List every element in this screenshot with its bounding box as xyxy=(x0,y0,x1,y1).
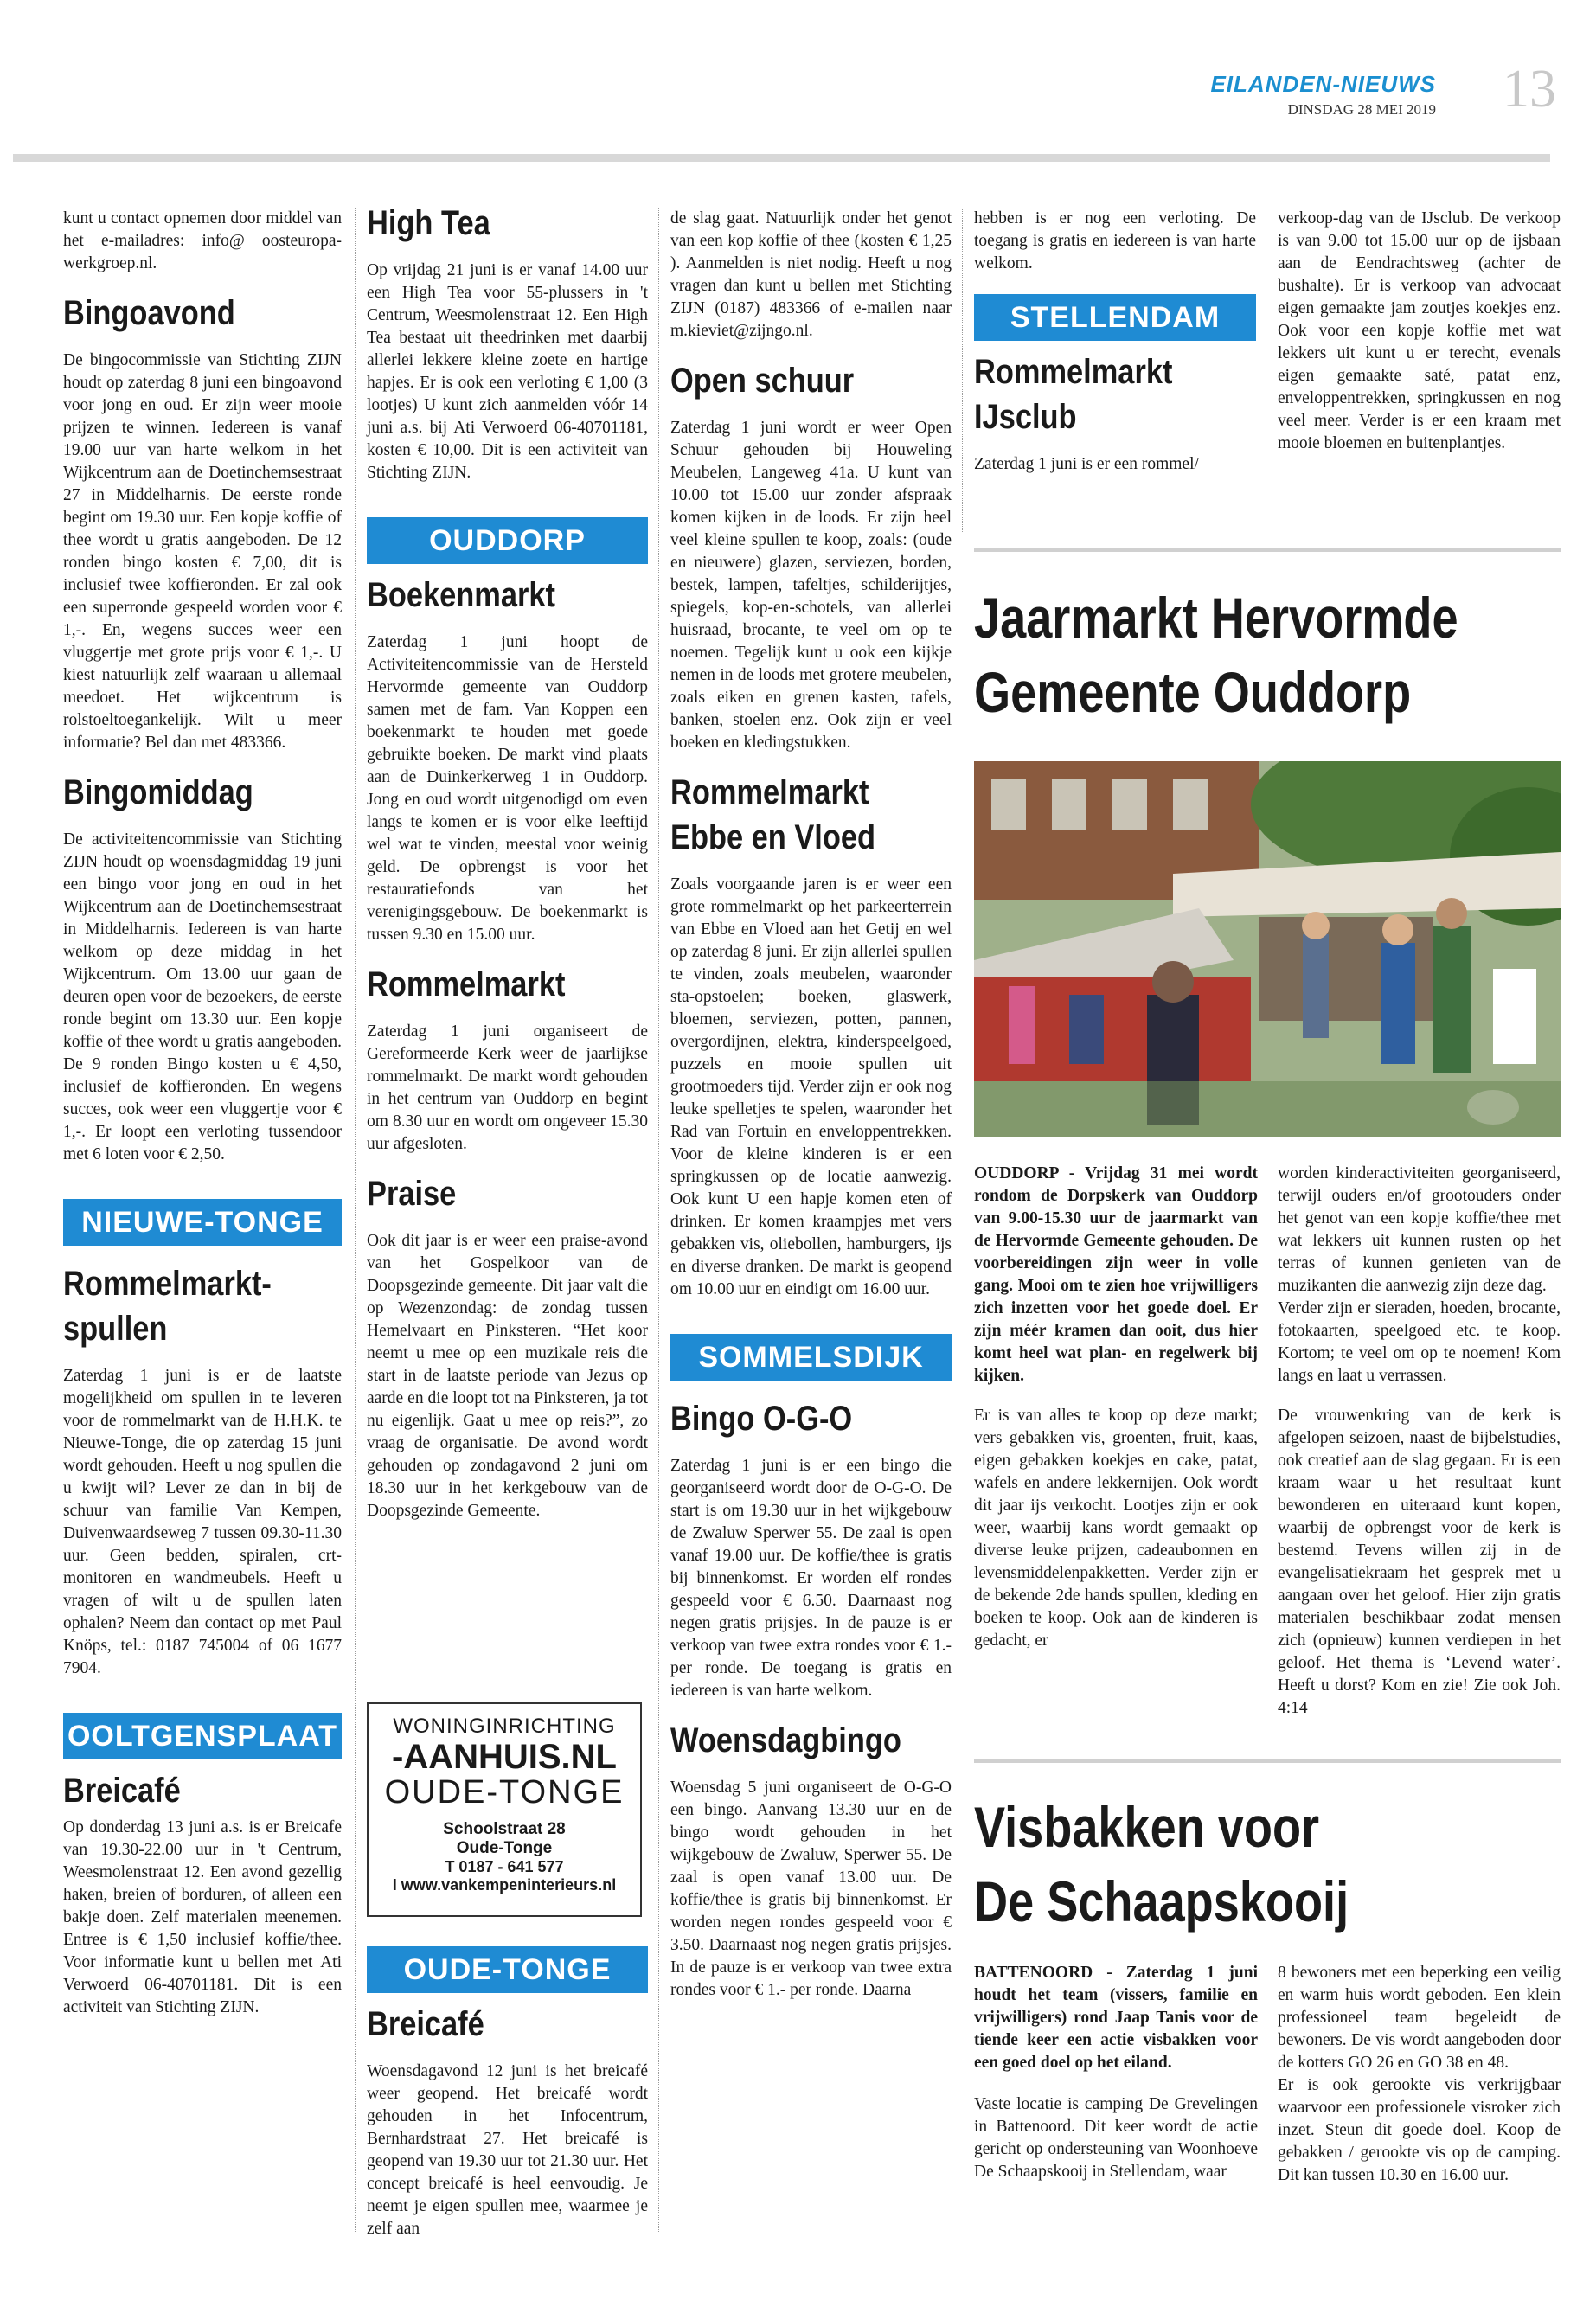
headline-rommelmarkt-ijsclub-1: Rommelmarkt xyxy=(974,353,1173,391)
column-3 xyxy=(670,208,952,2012)
jaarmarkt-column-right xyxy=(1278,1163,1561,1730)
column-4-top xyxy=(974,208,1256,486)
article-body: worden kinderactiviteiten georganiseerd, terwijl ouders en/of grootouders onder het genot van een kopje koffie/thee met wat lekkers uit kunnen rusten op het terras of kunnen genieten van de muzikanten die aanwezig zijn deze dag. xyxy=(1278,1164,1561,1295)
headline-jaarmarkt-1: Jaarmarkt Hervormde xyxy=(974,586,1458,650)
column-2-bottom xyxy=(367,1946,648,2251)
article-lead: OUDDORP - Vrijdag 31 mei wordt rondom de Dorpskerk van Ouddorp van 9.00-15.30 uur de jaarmarkt van de Hervormde Gemeente gehouden. De voorbereidingen zijn weer in volle gang. Mooi om te zien hoe vrijwilligers zich inzetten voor het goede doel. Er zijn méér kramen dan ooit, dus hier komt heel wat plan- en regelwerk bij kijken. xyxy=(974,1164,1258,1385)
article-body: Op donderdag 13 juni a.s. is er Breicafe van 19.30-22.00 uur in 't Centrum, Weesmolenstraat 12. Een avond gezellig haken, breien of borduren, of alleen een bakje doen. Zelf materialen meenemen. Entree is € 1,50 inclusief koffie/thee. Voor informatie kunt u bellen met Ati Verwoerd 06-40701181. Dit is een activiteit van Stichting ZIJN. xyxy=(63,1818,342,2016)
section-banner-oude-tonge: OUDE-TONGE xyxy=(367,1946,648,1993)
visbakken-column-right xyxy=(1278,1962,1561,2197)
column-2 xyxy=(367,204,648,1533)
headline-woensdagbingo: Woensdagbingo xyxy=(670,1721,901,1759)
headline-praise: Praise xyxy=(367,1175,457,1213)
headline-rommelmarkt-ebbe-2: Ebbe en Vloed xyxy=(670,818,876,856)
article-body: Op vrijdag 21 juni is er vanaf 14.00 uur een High Tea voor 55-plussers in 't Centrum, Weesmolenstraat 12. Een High Tea bestaat uit theedrinken met daarbij allerlei lekkere kleine zoete en hartige hapjes. Er is ook een verloting € 1,00 (3 lootjes) U kunt zich aanmelden vóór 14 juni a.s. bij Ati Verwoerd 06-40701181, kosten € 10,00. Dit is een activiteit van Stichting ZIJN. xyxy=(367,261,648,482)
article-body: Ook dit jaar is er weer een praise-avond van het Gospelkoor van de Doopsgezinde gemeente. Dit jaar valt die op Wezenzondag: de zondag tussen Hemelvaart en Pinksteren. “Het koor neemt u mee op een muzikale reis die start in de laatste periode van Jezus op aarde en die loopt tot na Pinksteren, ja tot nu eigenlijk. Gaat u mee op reis?”, zo vraag de organisatie. De avond wordt gehouden op zondagavond 2 juni om 18.30 uur in het kerkgebouw van de Doopsgezinde Gemeente. xyxy=(367,1232,648,1520)
article-body: Zoals voorgaande jaren is er weer een grote rommelmarkt op het parkeerterrein van Ebbe en Vloed aan het Getij en wel op zaterdag 8 juni. Er zijn allerlei spullen te vinden, zoals meubelen, waaronder sta-opstoelen; boeken, glaswerk, bloemen, serviezen, potten, pannen, overgordijnen, elektra, kinderspeelgoed, puzzels en mooie spullen uit grootmoeders tijd. Verder zijn er ook nog leuke spelletjes te spelen, waaronder het Rad van Fortuin en enveloppentrekken. Voor de kleine kinderen is er een springkussen op de locatie aanwezig. Ook kunt U een hapje komen eten of drinken. Er komen kraampjes met vers gebakken vis, oliebollen, hamburgers, ijs en diverse dranken. De markt is geopend om 10.00 uur en eindigt om 16.00 uur. xyxy=(670,875,952,1298)
ad-address: Schoolstraat 28 xyxy=(443,1820,566,1838)
section-banner-sommelsdijk: SOMMELSDIJK xyxy=(670,1334,952,1381)
headline-boekenmarkt: Boekenmarkt xyxy=(367,576,555,614)
visbakken-column-left xyxy=(974,1962,1258,2194)
article-body: Zaterdag 1 juni hoopt de Activiteitencommissie van de Hersteld Hervormde gemeente van Ouddorp samen met de fam. Van Koppen een boekenmarkt te houden met goede gebruikte boeken. De markt vind plaats aan de Duinkerkerweg 1 in Ouddorp. Jong en oud wordt uitgenodigd om even langs te komen er is voor elke leeftijd wel wat te vinden, meestal voor weinig geld. De opbrengst is voor het restauratiefonds van het verenigingsgebouw. De boekenmarkt is tussen 9.30 en 15.00 uur. xyxy=(367,633,648,944)
headline-visbakken-2: De Schaapskooij xyxy=(974,1869,1349,1933)
headline-bingomiddag: Bingomiddag xyxy=(63,773,253,811)
section-banner-stellendam: STELLENDAM xyxy=(974,294,1256,341)
article-body: Verder zijn er sieraden, hoeden, brocante, fotokaarten, speelgoed etc. te koop. Kortom; te veel om op te noemen! Kom langs en laat u verrassen. xyxy=(1278,1299,1561,1385)
article-body: Zaterdag 1 juni wordt er weer Open Schuur gehouden bij Houweling Meubelen, Langeweg 41a. U kunt van 10.00 tot 15.00 uur zonder afspraak komen kijken in de loods. Er zijn heel veel kleine spullen te koop, zoals: (oude en nieuwere) glazen, serviezen, borden, bestek, lampen, tafeltjes, schilderijtjes, spiegels, kop-en-schotels, van allerlei huisraad, brocante, te veel om op te noemen. Tegelijk kunt u ook een kijkje nemen in de loods met grotere meubelen, zoals eiken en grenen kasten, tafels, banken, stoelen enz. Ook zijn er veel boeken en kledingstukken. xyxy=(670,419,952,752)
headline-bingo-ogo: Bingo O-G-O xyxy=(670,1400,853,1438)
market-photo-illustration xyxy=(974,761,1561,1137)
headline-rommelmarkt-ebbe-1: Rommelmarkt xyxy=(670,773,869,811)
article-continuation: kunt u contact opnemen door middel van het e-mailadres: info@ oosteuropa-werkgroep.nl. xyxy=(63,209,342,272)
article-body: Woensdagavond 12 juni is het breicafé weer geopend. Het breicafé wordt gehouden in het Infocentrum, Bernhardstraat 27. Het breicafé is geopend van 19.30 uur tot 21.30 uur. Het concept breicafé is heel eenvoudig. Je neemt je eigen spullen mee, waarmee je zelf aan xyxy=(367,2062,648,2238)
column-separator xyxy=(355,208,356,2232)
article-continuation: hebben is er nog een verloting. De toegang is gratis en iedereen is van harte welkom. xyxy=(974,209,1256,272)
article-body: verkoop-dag van de IJsclub. De verkoop is van 9.00 tot 15.00 uur op de ijsbaan aan de Eendrachtsweg (achter de bushalte). Er is verkoop van advocaat eigen gemaakte jam zoutjes koekjes enz. Ook voor een kopje koffie met wat lekkers uit kunt u er terecht, evenals eigen gemaakte saté, patat enz, enveloppentrekken, springkussen en nog veel meer. Verder is er een kraam met mooie bloemen en buitenplantjes. xyxy=(1278,209,1561,452)
ad-website: I www.vankempeninterieurs.nl xyxy=(392,1876,617,1894)
ad-brand: -AANHUIS.NL xyxy=(392,1738,617,1776)
advertisement xyxy=(367,1702,642,1917)
column-separator xyxy=(962,208,963,532)
section-banner-nieuwe-tonge: NIEUWE-TONGE xyxy=(63,1199,342,1246)
headline-breicafe: Breicafé xyxy=(63,1772,181,1810)
article-lead: BATTENOORD - Zaterdag 1 juni houdt het team (vissers, familie en vrijwilligers) rond Jaap Tanis voor de tiende keer een actie visbakken voor een goed doel op het eiland. xyxy=(974,1964,1258,2072)
article-body: Woensdag 5 juni organiseert de O-G-O een bingo. Aanvang 13.30 uur en de bingo wordt gehouden in het wijkgebouw de Zwaluw, Sperwer 55. De zaal is open vanaf 13.00 uur. De koffie/thee is gratis bij binnenkomst. Er worden negen rondes gespeeld voor € 3.50. Daarnaast nog negen gratis prijsjes. In de pauze is er verkoop van twee extra rondes voor € 1.- per ronde. Daarna xyxy=(670,1779,952,1999)
ad-location: OUDE-TONGE xyxy=(384,1774,625,1811)
headline-bingoavond: Bingoavond xyxy=(63,294,235,332)
headline-rommelmarkt-ijsclub-2: IJsclub xyxy=(974,398,1077,436)
top-rule xyxy=(13,154,1550,162)
article-body: Er is ook gerookte vis verkrijgbaar waarvoor een professionele visroker zich inzet. Steun dit goede doel. Koop de gebakken / gerookte vis op de camping. Dit kan tussen 10.30 en 16.00 uur. xyxy=(1278,2076,1561,2184)
article-continuation: de slag gaat. Natuurlijk onder het genot van een kop koffie of thee (kosten € 1,25 ). Aanmelden is niet nodig. Heeft u nog vragen dan kunt u bellen met Stichting ZIJN (0187) 483366 of e-mailen naar m.kieviet@zijngo.nl. xyxy=(670,209,952,340)
ad-tagline: WONINGINRICHTING xyxy=(393,1715,616,1738)
headline-rommelmarkt-spullen-2: spullen xyxy=(63,1310,168,1348)
column-1 xyxy=(63,208,342,2029)
article-body: Zaterdag 1 juni is er de laatste mogelijkheid om spullen in te leveren voor de rommelmarkt van de H.H.K. te Nieuwe-Tonge, die op zaterdag 15 juni wordt gehouden. Heeft u nog spullen die u kwijt wil? Lever ze dan in bij de schuur van familie Van Kempen, Duivenwaardseweg 7 tussen 09.30-11.30 uur. Geen bedden, spiralen, crt-monitoren en wandmeubels. Heeft u vragen of wilt u de spullen laten ophalen? Neem dan contact op met Paul Knöps, tel.: 0187 745004 of 06 1677 7904. xyxy=(63,1367,342,1677)
article-body: De bingocommissie van Stichting ZIJN houdt op zaterdag 8 juni een bingoavond voor jong en oud. Er zijn weer mooie prijzen te winnen. Iedereen is vanaf 19.00 uur van harte welkom in het Wijkcentrum aan de Doetinchemsestraat 27 in Middelharnis. De eerste ronde begint om 19.30 uur. Een kopje koffie of thee wordt u gratis aangeboden. De 12 ronden bingo kosten € 7,00, dit is inclusief twee koffieronden. Er zal ook een superronde gespeeld worden voor € 1,-. En, wegens succes weer een vluggertje met grote prijs voor € 1,-. U kiest natuurlijk zelf waaraan u allemaal meedoet. Het wijkcentrum is rolstoeltoegankelijk. Wilt u meer informatie? Bel dan met 483366. xyxy=(63,351,342,752)
article-body: Zaterdag 1 juni is er een rommel/ xyxy=(974,455,1199,473)
article-body: Zaterdag 1 juni organiseert de Gereformeerde Kerk weer de jaarlijkse rommelmarkt. De markt wordt gehouden in het centrum van Ouddorp en begint om 8.30 uur en wordt om ongeveer 15.30 uur afgesloten. xyxy=(367,1022,648,1153)
page-number: 13 xyxy=(1503,60,1556,119)
article-body: Zaterdag 1 juni is er een bingo die georganiseerd wordt door de O-G-O. De start is om 19.30 uur in het wijkgebouw de Zwaluw Sperwer 55. De zaal is open vanaf 19.00 uur. De koffie/thee is gratis bij binnenkomst. Er worden elf rondes gespeeld voor € 6.50. Daarnaast nog negen gratis prijsjes. In de pauze is er verkoop van twee extra rondes voor € 1.- per ronde. De toegang is gratis en iedereen is van harte welkom. xyxy=(670,1457,952,1700)
jaarmarkt-column-left xyxy=(974,1163,1258,1663)
ad-phone: T 0187 - 641 577 xyxy=(445,1858,564,1875)
headline-visbakken-1: Visbakken voor xyxy=(974,1795,1320,1859)
article-body: De activiteitencommissie van Stichting ZIJN houdt op woensdagmiddag 19 juni een bingo voor jong en oud in het Wijkcentrum aan de Doetinchemsestraat in Middelharnis. Iedereen is van harte welkom op deze middag in het Wijkcentrum. Om 13.00 uur gaan de deuren open voor de bezoekers, de eerste ronde begint om 13.30 uur. Een kopje koffie of thee wordt u gratis aangeboden. De 9 ronden Bingo kosten u € 4,50, inclusief de koffieronden. En wegens succes, ook weer een vluggertje voor € 1,-. Er loopt een verloting tussendoor met 6 loten voor € 2,50. xyxy=(63,830,342,1163)
column-5-top xyxy=(1278,208,1561,465)
article-body: Er is van alles te koop op deze markt; vers gebakken vis, groenten, fruit, kaas, eigen gebakken koekjes en cake, patat, wafels en andere lekkernijen. Ook wordt dit jaar ijs verkocht. Lootjes zijn er ook weer, waarbij kans wordt gemaakt op diverse leuke prijzen, cadeaubonnen en levensmiddelenpakketten. Verder zijn er de bekende 2de hands spullen, kleding en boeken te koop. Ook aan de kinderen is gedacht, er xyxy=(974,1407,1258,1650)
column-separator xyxy=(658,208,659,2232)
section-divider xyxy=(974,548,1561,552)
ad-city: Oude-Tonge xyxy=(456,1839,553,1857)
article-body: De vrouwenkring van de kerk is afgelopen seizoen, naast de bijbelstudies, ook creatief aan de slag gegaan. Er is een kraam waar u het resultaat kunt bewonderen en uiteraard kunt kopen, waarbij de opbrengst voor de kerk is bestemd. Tevens willen zij in de evangelisatiekraam het gesprek met u aangaan over het geloof. Hier zijn gratis materialen beschikbaar zodat mensen zich (opnieuw) kunnen verdiepen in het geloof. Het thema is ‘Levend water’. Heeft u dorst? Kom en zie! Zie ook Joh. 4:14 xyxy=(1278,1407,1561,1717)
article-body: 8 bewoners met een beperking een veilig en warm huis wordt geboden. Een klein professioneel team begeleidt de bewoners. De vis wordt aangeboden door de kotters GO 26 en GO 38 en 48. xyxy=(1278,1964,1561,2072)
headline-rommelmarkt: Rommelmarkt xyxy=(367,965,566,1003)
headline-jaarmarkt-2: Gemeente Ouddorp xyxy=(974,660,1412,724)
headline-breicafe-oude-tonge: Breicafé xyxy=(367,2005,484,2043)
headline-rommelmarkt-spullen-1: Rommelmarkt- xyxy=(63,1265,272,1303)
masthead xyxy=(1210,71,1436,119)
market-photo xyxy=(974,761,1561,1137)
section-banner-ouddorp: OUDDORP xyxy=(367,517,648,564)
section-banner-ooltgensplaat: OOLTGENSPLAAT xyxy=(63,1713,342,1759)
section-divider xyxy=(974,1759,1561,1763)
headline-open-schuur: Open schuur xyxy=(670,362,855,400)
headline-high-tea: High Tea xyxy=(367,204,490,242)
issue-date: DINSDAG 28 MEI 2019 xyxy=(1287,101,1436,118)
newspaper-name: EILANDEN-NIEUWS xyxy=(1210,71,1436,97)
article-body: Vaste locatie is camping De Grevelingen in Battenoord. Dit keer wordt de actie gericht op ondersteuning van Woonhoeve De Schaapskooij in Stellendam, waar xyxy=(974,2095,1258,2181)
